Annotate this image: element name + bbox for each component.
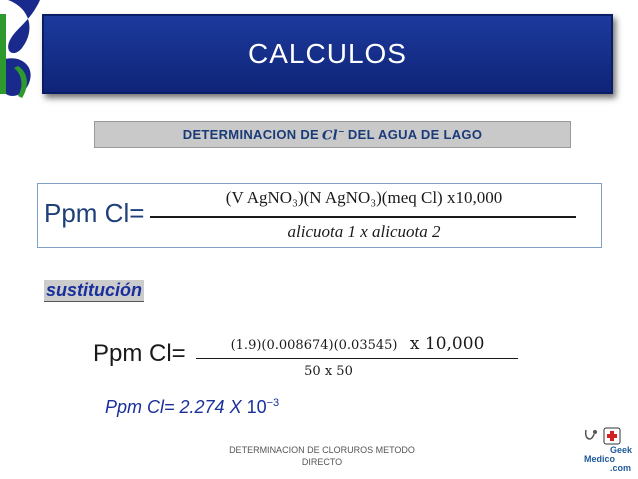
formula-numerator: (V AgNO₃)(N AgNO₃)(meq Cl) x10,000 (225, 188, 503, 207)
formula-denominator: alicuota 1 x alicuota 2 (287, 222, 441, 241)
geek-medico-logo-icon (580, 426, 632, 472)
formula-fraction-bar (150, 216, 576, 218)
result-exponent: −3 (266, 397, 280, 409)
substitution-numerator: (1.9)(0.008674)(0.03545) (230, 338, 398, 353)
brand-logo-icon (0, 0, 45, 110)
result-base: 10 (246, 397, 267, 417)
subtitle-prefix: DETERMINACION DE (182, 127, 319, 142)
slide-footer (224, 444, 420, 468)
substitution-fraction-bar (196, 358, 518, 359)
subtitle-ion-symbol: Cl (322, 128, 338, 144)
subtitle-ion-charge: − (337, 125, 345, 136)
footer-line-2: DIRECTO (301, 457, 343, 467)
substitution-heading: sustitución (46, 280, 143, 300)
title-banner (42, 14, 613, 94)
subtitle-bar (94, 121, 571, 148)
subtitle-ion (322, 126, 345, 143)
substitution-numerator-row (195, 334, 520, 354)
formula-lhs: Ppm Cl= (44, 198, 145, 228)
result-power (247, 397, 280, 417)
logo-geek-text: Geek (610, 445, 632, 455)
result-text: Ppm Cl= 2.274 X (105, 397, 242, 417)
footer-line-1: DETERMINACION DE CLORUROS METODO (229, 445, 415, 455)
logo-medico-text: Medico (584, 454, 616, 464)
subtitle-suffix: DEL AGUA DE LAGO (347, 127, 483, 142)
substitution-denominator: 50 x 50 (304, 364, 353, 379)
page-title: CALCULOS (248, 38, 407, 69)
substitution-lhs: Ppm Cl= (93, 340, 186, 367)
substitution-factor: x 10,000 (409, 334, 485, 354)
logo-com-text: .com (610, 463, 632, 472)
result-line (105, 397, 279, 418)
